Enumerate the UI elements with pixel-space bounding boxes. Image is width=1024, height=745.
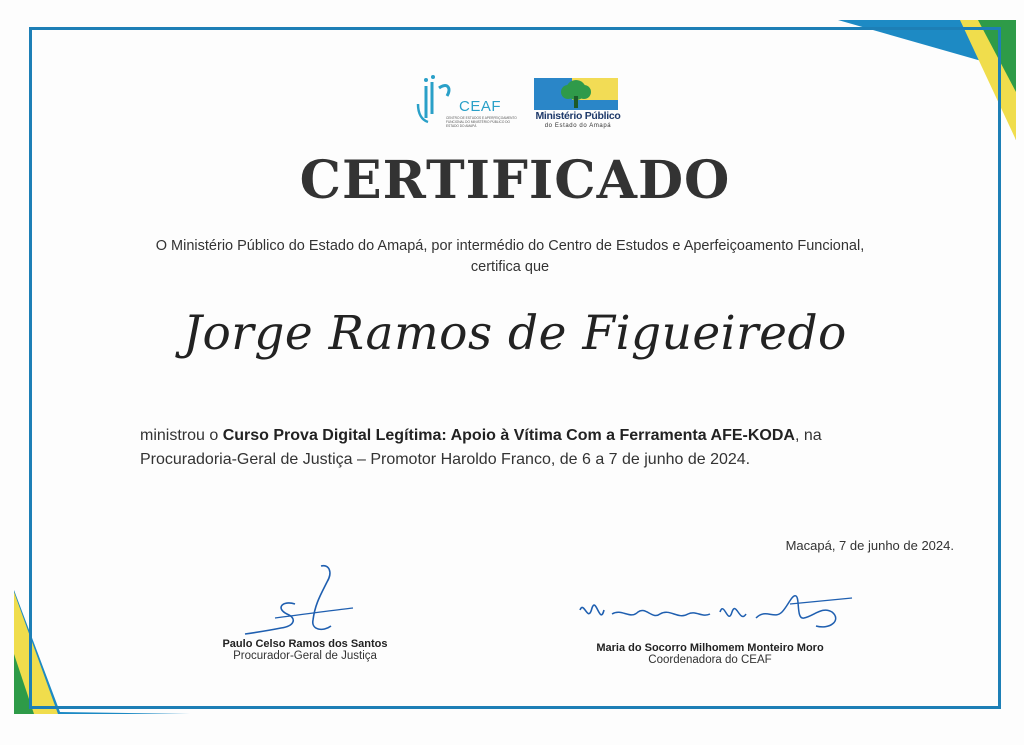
signature-1-name: Paulo Celso Ramos dos Santos (222, 638, 388, 650)
ceaf-logo (410, 74, 526, 134)
signature-2-scribble (560, 590, 860, 642)
signature-2-name: Maria do Socorro Milhomem Monteiro Moro (596, 642, 824, 654)
signature-1-role: Procurador-Geral de Justiça (233, 650, 377, 662)
certificate-body (140, 424, 910, 472)
header-logos (410, 74, 630, 134)
place-date: Macapá, 7 de junho de 2024. (785, 538, 954, 553)
ceaf-logo-subtitle: CENTRO DE ESTUDOS E APERFEIÇOAMENTO FUNCIONAL DO MINISTÉRIO PÚBLICO DO ESTADO DO AMAPÁ (446, 116, 517, 128)
course-name: Curso Prova Digital Legítima: Apoio à Vítima Com a Ferramenta AFE-KODA (222, 427, 795, 444)
signature-1-scribble (235, 560, 375, 638)
mp-logo-title: Ministério Público (535, 110, 621, 122)
certificate-intro: O Ministério Público do Estado do Amapá, por intermédio do Centro de Estudos e Aperfeiçoamento Funcional, certifica que (155, 238, 865, 275)
mp-logo (532, 78, 622, 134)
mp-logo-subtitle: do Estado do Amapá (544, 123, 612, 129)
body-suffix: , na Procuradoria-Geral de Justiça – Promotor Haroldo Franco, de 6 a 7 de junho de 2024. (140, 427, 822, 468)
mp-tree-badge-icon (534, 78, 618, 110)
body-prefix: ministrou o (140, 427, 223, 444)
recipient-name: Jorge Ramos de Figueiredo (183, 306, 847, 361)
certificate-title: CERTIFICADO (299, 150, 731, 211)
signature-block-1 (190, 560, 420, 662)
signature-2-role: Coordenadora do CEAF (648, 654, 772, 666)
signature-block-2 (540, 590, 880, 666)
ceaf-logo-text: CEAF (459, 98, 502, 115)
